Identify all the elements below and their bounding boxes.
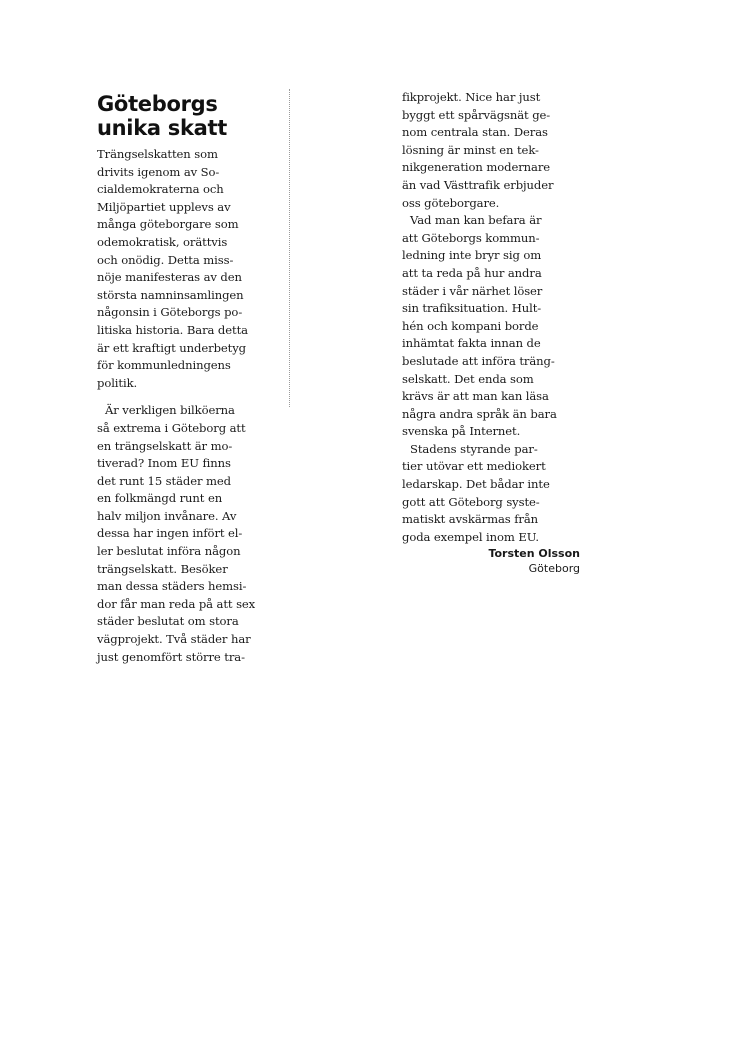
text-line: dessa har ingen infört el- [97, 526, 243, 541]
text-line: är ett kraftigt underbetyg [97, 340, 246, 355]
text-line: vägprojekt. Två städer har [97, 632, 251, 647]
text-line: byggt ett spårvägsnät ge- [402, 107, 551, 122]
headline-line-2: unika skatt [97, 116, 227, 140]
text-line: gott att Göteborg syste- [402, 494, 540, 509]
text-line: cialdemokraterna och [97, 182, 224, 197]
text-line: nikgeneration modernare [402, 160, 551, 175]
text-line: många göteborgare som [97, 217, 239, 232]
text-line: Miljöpartiet upplevs av [97, 199, 231, 214]
text-line: fikprojekt. Nice har just [402, 90, 541, 104]
text-line: hén och kompani borde [402, 318, 539, 333]
text-line: någonsin i Göteborgs po- [97, 305, 243, 320]
text-line: Är verkligen bilköerna [105, 403, 235, 418]
text-line: nöje manifesteras av den [97, 270, 242, 285]
text-line: största namninsamlingen [97, 287, 244, 302]
text-line: dor får man reda på att sex [97, 596, 256, 611]
text-line: politik. [97, 375, 138, 390]
text-line: tier utövar ett mediokert [402, 459, 546, 474]
text-line: drivits igenom av So- [97, 164, 220, 179]
author-name: Torsten Olsson [488, 547, 580, 561]
author-city: Göteborg [528, 562, 580, 576]
text-line: så extrema i Göteborg att [97, 420, 246, 435]
text-line: trängselskatt. Besöker [97, 561, 228, 576]
headline [97, 92, 287, 140]
signature [402, 546, 580, 576]
headline-line-1: Göteborgs [97, 92, 218, 116]
text-line: lösning är minst en tek- [402, 142, 539, 157]
column-divider [289, 89, 290, 407]
text-line: man dessa städers hemsi- [97, 579, 247, 594]
text-line: oss göteborgare. [402, 195, 500, 210]
text-line: krävs är att man kan läsa [402, 389, 549, 404]
text-line: ledning inte bryr sig om [402, 248, 542, 263]
text-line: matiskt avskärmas från [402, 512, 539, 527]
text-line: än vad Västtrafik erbjuder [402, 177, 554, 192]
text-line: nom centrala stan. Deras [402, 125, 548, 140]
text-line: Trängselskatten som [97, 147, 218, 161]
text-line: svenska på Internet. [402, 424, 521, 439]
paragraph-2 [97, 402, 287, 666]
text-line: inhämtat fakta innan de [402, 336, 541, 351]
text-line: odemokratisk, orättvis [97, 234, 228, 249]
text-line: selskatt. Det enda som [402, 371, 534, 386]
text-line: en folkmängd runt en [97, 491, 223, 506]
text-line: litiska historia. Bara detta [97, 322, 248, 337]
text-line: för kommunledningens [97, 358, 231, 373]
text-line: det runt 15 städer med [97, 473, 231, 488]
text-line: sin trafiksituation. Hult- [402, 301, 542, 316]
text-line: halv miljon invånare. Av [97, 508, 237, 523]
text-line: och onödig. Detta miss- [97, 252, 234, 267]
left-column [97, 92, 287, 666]
right-column [402, 89, 592, 576]
paragraph-5 [402, 441, 592, 547]
text-line: goda exempel inom EU. [402, 529, 539, 544]
text-line: att Göteborgs kommun- [402, 230, 540, 245]
text-line: att ta reda på hur andra [402, 265, 542, 280]
paragraph-1 [97, 146, 287, 392]
text-line: tiverad? Inom EU finns [97, 456, 231, 471]
text-line: en trängselskatt är mo- [97, 438, 233, 453]
text-line: ler beslutat införa någon [97, 544, 241, 559]
text-line: just genomfört större tra- [97, 649, 245, 664]
paragraph-3 [402, 89, 592, 212]
text-line: beslutade att införa träng- [402, 353, 555, 368]
text-line: Vad man kan befara är [410, 213, 542, 228]
text-line: ledarskap. Det bådar inte [402, 477, 550, 492]
text-line: Stadens styrande par- [410, 441, 538, 456]
text-line: några andra språk än bara [402, 406, 557, 421]
text-line: städer beslutat om stora [97, 614, 239, 629]
paragraph-4 [402, 212, 592, 441]
text-line: städer i vår närhet löser [402, 283, 543, 298]
